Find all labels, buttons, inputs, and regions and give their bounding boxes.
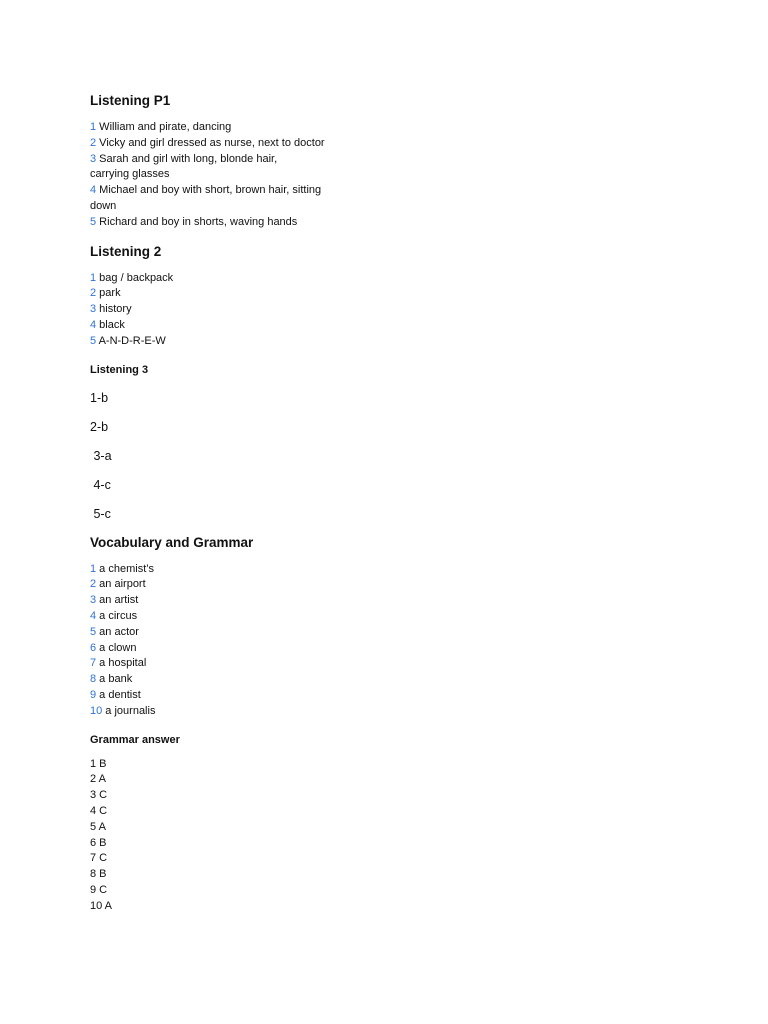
item-number: 2 (90, 136, 97, 149)
item-number: 4 (90, 318, 97, 331)
listening-3-answer: 4-c (90, 477, 111, 492)
list-item: 1 B (90, 757, 107, 770)
item-text: down (90, 199, 117, 212)
list-item (90, 199, 390, 215)
item-text: a journalis (102, 704, 156, 717)
item-text: a clown (96, 641, 137, 654)
item-number: 8 (90, 673, 97, 686)
item-number: 5 (90, 625, 97, 638)
vocabulary-grammar-heading: Vocabulary and Grammar (90, 534, 254, 550)
list-item: 6 B (90, 836, 107, 849)
list-item: 8 B (90, 868, 107, 881)
list-item (90, 672, 390, 688)
list-item (90, 302, 390, 318)
item-text: a hospital (96, 657, 147, 670)
list-item (90, 641, 390, 657)
listening-3-heading: Listening 3 (90, 363, 149, 376)
item-text: carrying glasses (90, 168, 170, 181)
listening-3-answer: 3-a (90, 448, 112, 463)
item-text: a bank (96, 673, 133, 686)
item-number: 5 (90, 215, 97, 228)
list-item (90, 318, 390, 334)
list-item (90, 577, 390, 593)
item-number: 1 (90, 271, 97, 284)
item-number: 1 (90, 562, 97, 575)
item-text: Sarah and girl with long, blonde hair, (96, 152, 278, 165)
listening-3-answer: 5-c (90, 506, 111, 521)
list-item (90, 152, 390, 168)
list-item (90, 183, 390, 199)
list-item (90, 286, 390, 302)
list-item (90, 656, 390, 672)
item-number: 7 (90, 657, 97, 670)
item-text: bag / backpack (96, 271, 174, 284)
item-text: Richard and boy in shorts, waving hands (96, 215, 298, 228)
list-item: 9 C (90, 883, 108, 896)
list-item (90, 136, 390, 152)
listening-p1-heading: Listening P1 (90, 93, 171, 108)
list-item (90, 688, 390, 704)
item-text: an airport (96, 578, 146, 591)
item-number: 3 (90, 594, 97, 607)
item-number: 2 (90, 287, 97, 300)
item-number: 5 (90, 334, 97, 347)
list-item: 3 C (90, 789, 108, 802)
item-number: 2 (90, 578, 97, 591)
vocabulary-list (90, 562, 390, 720)
item-text: A-N-D-R-E-W (96, 334, 166, 347)
item-text: Michael and boy with short, brown hair, sitting (96, 184, 322, 197)
list-item (90, 271, 390, 287)
item-text: history (96, 303, 132, 316)
item-text: black (96, 318, 125, 331)
list-item: 7 C (90, 852, 108, 865)
listening-2-list (90, 271, 390, 350)
item-number: 10 (90, 704, 103, 717)
listening-3-answer: 2-b (90, 419, 109, 434)
list-item (90, 215, 390, 231)
grammar-answer-heading: Grammar answer (90, 733, 180, 746)
list-item (90, 609, 390, 625)
item-number: 3 (90, 152, 97, 165)
list-item (90, 120, 390, 136)
item-text: an actor (96, 625, 139, 638)
item-number: 4 (90, 609, 97, 622)
item-text: an artist (96, 594, 139, 607)
item-text: park (96, 287, 121, 300)
item-text: a chemist’s (96, 562, 154, 575)
listening-2-heading: Listening 2 (90, 243, 162, 259)
list-item: 2 A (90, 773, 106, 786)
document-page (90, 92, 390, 915)
item-text: a circus (96, 609, 138, 622)
item-number: 9 (90, 688, 97, 701)
list-item: 5 A (90, 820, 106, 833)
list-item (90, 625, 390, 641)
list-item: 4 C (90, 804, 108, 817)
item-number: 6 (90, 641, 97, 654)
item-text: a dentist (96, 688, 141, 701)
item-text: Vicky and girl dressed as nurse, next to doctor (96, 136, 325, 149)
item-number: 3 (90, 303, 97, 316)
list-item (90, 593, 390, 609)
listening-3-answer: 1-b (90, 390, 109, 405)
item-text: William and pirate, dancing (96, 121, 232, 133)
list-item (90, 334, 390, 350)
listening-p1-list (90, 120, 390, 231)
list-item (90, 704, 390, 720)
list-item (90, 167, 390, 183)
grammar-answer-list (90, 757, 390, 915)
list-item: 10 A (90, 899, 113, 912)
item-number: 4 (90, 184, 97, 197)
item-number: 1 (90, 121, 97, 133)
list-item (90, 562, 390, 578)
